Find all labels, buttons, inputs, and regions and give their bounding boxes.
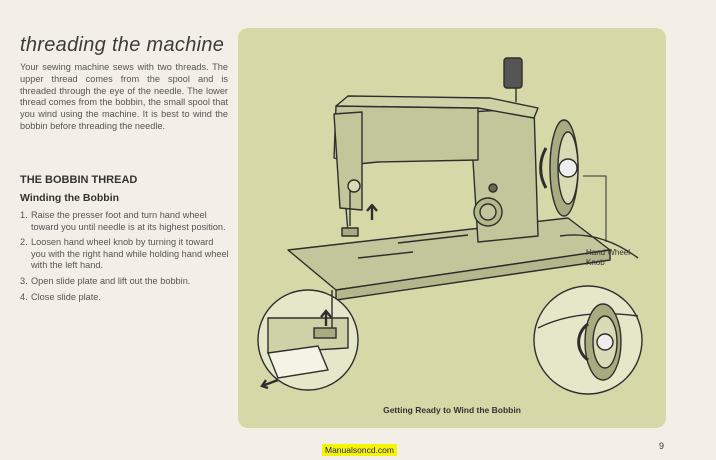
- spool: [504, 58, 522, 88]
- watermark-link[interactable]: Manualsoncd.com: [322, 444, 397, 456]
- steps-list: [20, 210, 230, 307]
- detail-circle-presser-foot: [258, 290, 358, 390]
- step-number: 4.: [20, 291, 28, 302]
- detail-circle-hand-wheel: [534, 286, 642, 394]
- step-text: Loosen hand wheel knob by turning it toward you with the right hand while holding hand wheel with the left hand.: [31, 237, 229, 271]
- step-item: [20, 276, 230, 288]
- step-text: Raise the presser foot and turn hand wheel toward you until needle is at its highest position.: [31, 210, 226, 232]
- page-heading: threading the machine: [20, 34, 225, 56]
- step-item: [20, 237, 230, 272]
- illustration-panel: [238, 28, 666, 428]
- page-number: 9: [659, 441, 665, 451]
- step-number: 3.: [20, 275, 28, 286]
- intro-paragraph: Your sewing machine sews with two threads. The upper thread comes from the spool and is threaded through the eye of the needle. The lower thread comes from the bobbin, the small spool that you wind using the machine. It is best to wind the bobbin before threading the needle.: [20, 62, 228, 131]
- sub-title: Winding the Bobbin: [20, 192, 120, 204]
- section-title: THE BOBBIN THREAD: [20, 174, 138, 186]
- step-text: Open slide plate and lift out the bobbin.: [31, 275, 191, 286]
- machine-head: [334, 112, 362, 210]
- illustration-caption: Getting Ready to Wind the Bobbin: [383, 405, 521, 415]
- callout-line-1: Hand Wheel: [586, 248, 631, 257]
- step-text: Close slide plate.: [31, 291, 101, 302]
- step-item: [20, 210, 230, 233]
- step-number: 1.: [20, 210, 28, 220]
- step-item: [20, 292, 230, 304]
- step-number: 2.: [20, 237, 28, 248]
- sewing-machine-illustration: [238, 28, 666, 428]
- hand-wheel-knob-callout: [586, 248, 630, 267]
- callout-line-2: Knob: [586, 257, 605, 267]
